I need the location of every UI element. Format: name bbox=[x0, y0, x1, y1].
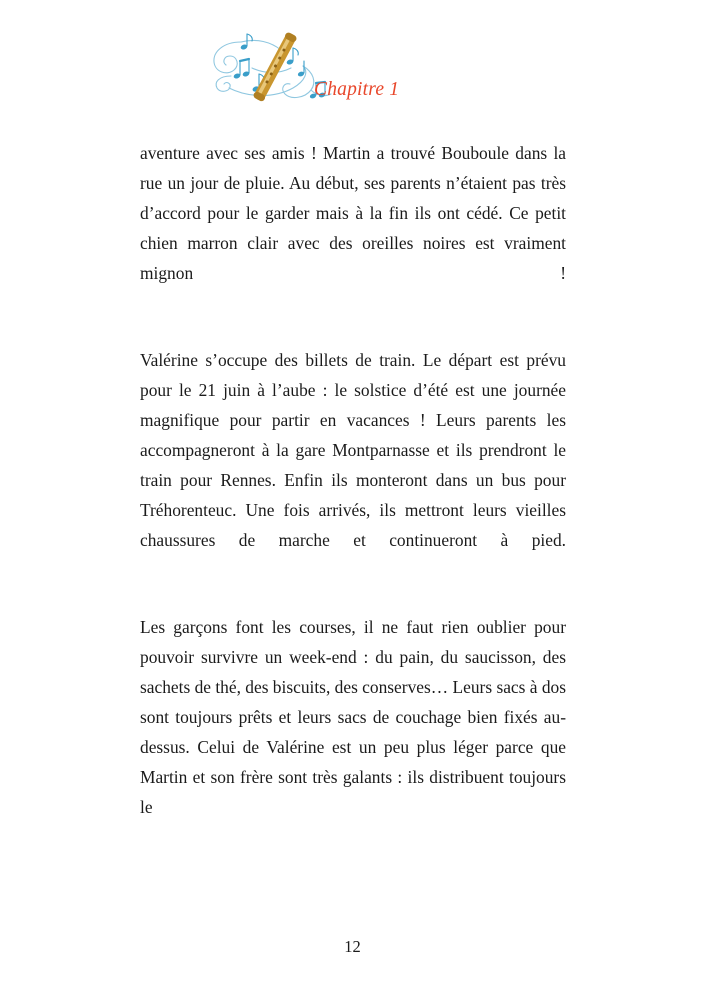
chapter-header bbox=[0, 28, 705, 114]
paragraph: Les garçons font les courses, il ne faut rien oublier pour pouvoir survivre un week-end : du pain, du saucisson, des sachets de thé, des biscuits, des conserves… Leurs sacs à dos sont toujours prêts et leurs sacs de couchage bien fixés au-dessus. Celui de Valérine est un peu plus léger parce que Martin et son frère sont très galants : ils distribuent toujours le bbox=[140, 617, 566, 817]
paragraph: aventure avec ses amis ! Martin a trouvé Bouboule dans la rue un jour de pluie. Au début, ses parents n’étaient pas très d’accord pour le garder mais à la fin ils ont cédé. Ce petit chien marron clair avec des oreilles noires est vraiment mignon ! bbox=[140, 143, 566, 283]
chapter-title: Chapitre 1 bbox=[314, 79, 400, 100]
body-text bbox=[140, 138, 566, 852]
chapter-header-inner bbox=[0, 28, 705, 114]
page-number: 12 bbox=[344, 937, 361, 956]
paragraph: Valérine s’occupe des billets de train. Le départ est prévu pour le 21 juin à l’aube : le solstice d’été est une journée magnifique pour partir en vacances ! Leurs parents les accompagneront à la gare Montparnasse et ils prendront le train pour Rennes. Enfin ils monteront dans un bus pour Tréhorenteuc. Une fois arrivés, ils mettront leurs vieilles chaussures de marche et continueront à pied. bbox=[140, 350, 566, 550]
